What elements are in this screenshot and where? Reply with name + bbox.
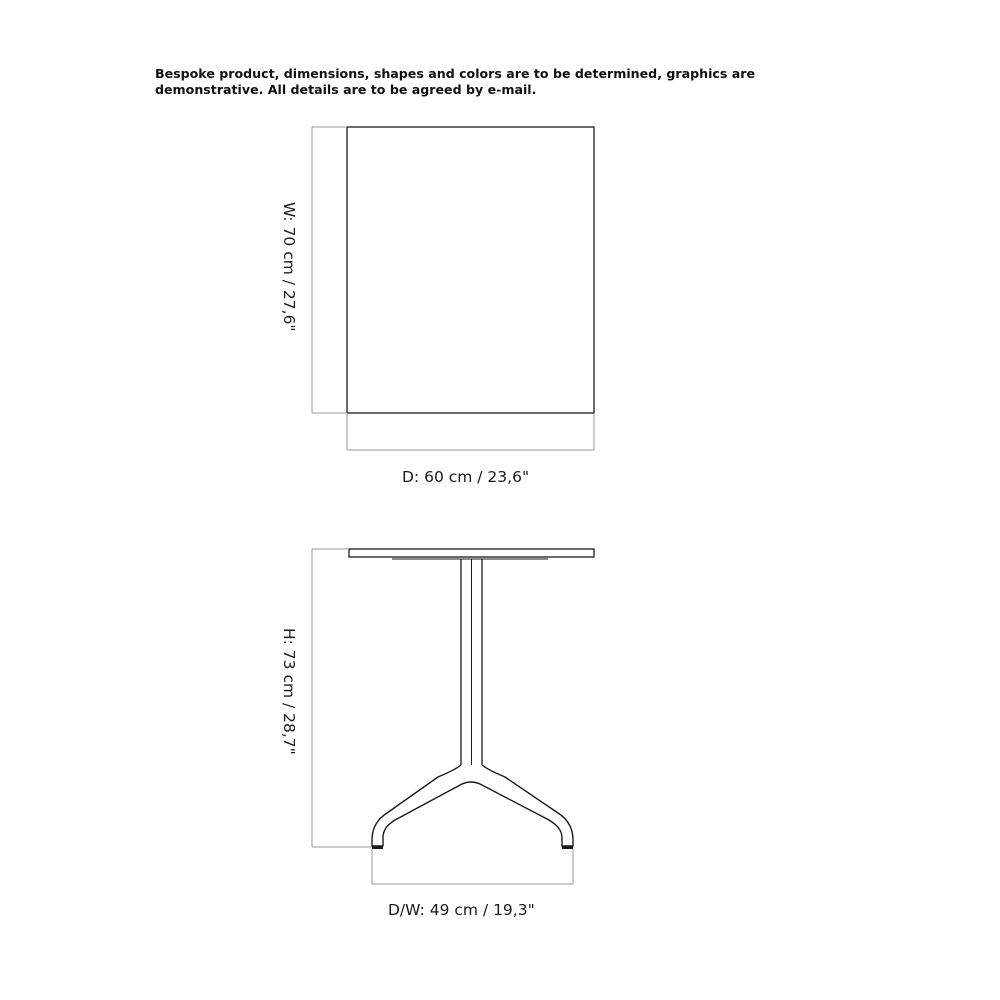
height-dimension-lines [312, 549, 372, 847]
base-dimension-lines [372, 849, 573, 884]
top-view [312, 127, 594, 450]
tabletop-top-view [347, 127, 594, 413]
base-dimension-label: D/W: 49 cm / 19,3" [388, 901, 535, 919]
right-foot [562, 846, 573, 849]
width-dimension-lines [312, 127, 347, 413]
depth-dimension-lines [347, 413, 594, 450]
left-foot [372, 846, 383, 849]
table-column [461, 559, 482, 765]
disclaimer-line-1: Bespoke product, dimensions, shapes and colors are to be determined, graphics are [155, 66, 755, 81]
side-view [312, 549, 594, 884]
width-dimension-label: W: 70 cm / 27,6" [280, 202, 298, 332]
tabletop-side-view [349, 549, 594, 557]
table-base [372, 765, 573, 846]
depth-dimension-label: D: 60 cm / 23,6" [402, 468, 530, 486]
height-dimension-label: H: 73 cm / 28,7" [280, 628, 298, 755]
disclaimer-line-2: demonstrative. All details are to be agreed by e-mail. [155, 82, 537, 97]
